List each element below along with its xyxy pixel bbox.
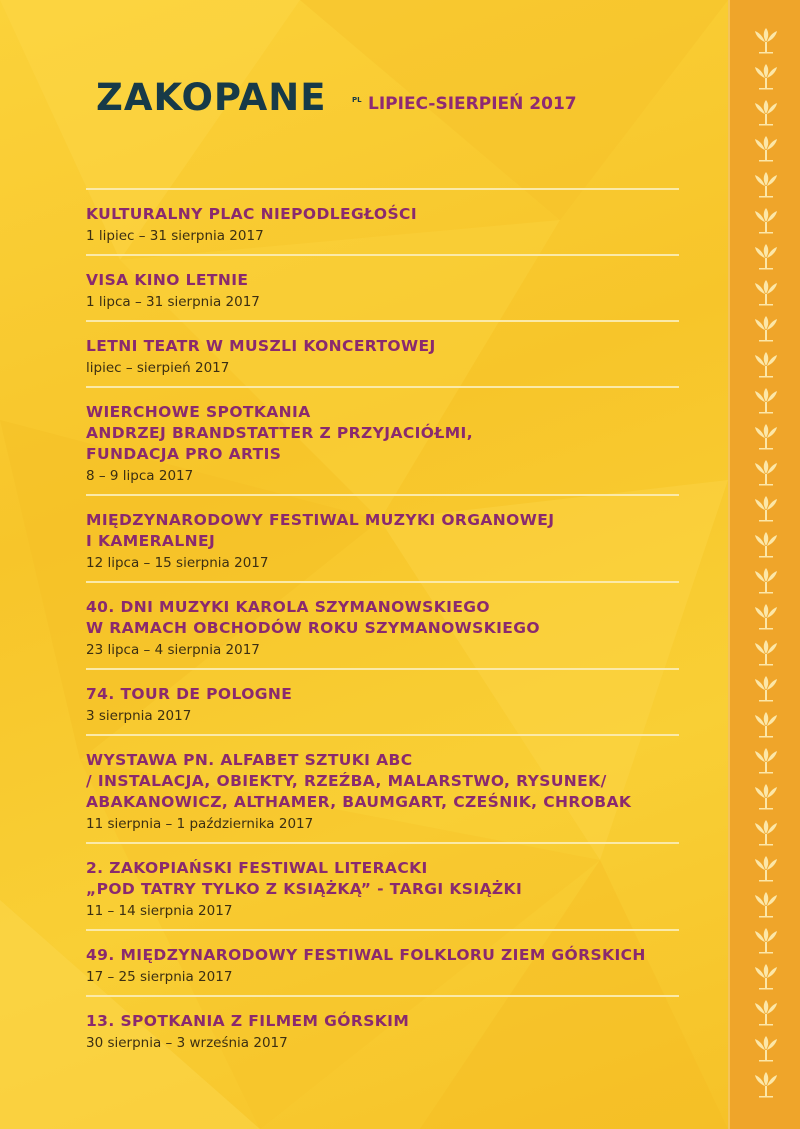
- tulip-ornament-icon: [755, 1072, 777, 1098]
- tulip-ornament-icon: [755, 964, 777, 990]
- event-title: LETNI TEATR W MUSZLI KONCERTOWEJ: [86, 337, 436, 355]
- event-date: 23 lipca – 4 sierpnia 2017: [86, 642, 260, 658]
- event-date: 11 – 14 sierpnia 2017: [86, 903, 233, 919]
- event-date: 1 lipiec – 31 sierpnia 2017: [86, 228, 264, 244]
- event-item: [86, 256, 679, 320]
- tulip-ornament-icon: [755, 640, 777, 666]
- event-item: [86, 388, 679, 494]
- event-date: 8 – 9 lipca 2017: [86, 468, 194, 484]
- event-item: [86, 670, 679, 734]
- tulip-ornament-icon: [755, 928, 777, 954]
- zakopane-logo: [96, 78, 327, 118]
- tulip-ornament-icon: [755, 820, 777, 846]
- event-date: 12 lipca – 15 sierpnia 2017: [86, 555, 269, 571]
- tulip-ornament-icon: [755, 676, 777, 702]
- logo-text: ZAKOPANE: [96, 76, 327, 119]
- event-item: [86, 736, 679, 842]
- tulip-ornament-icon: [755, 568, 777, 594]
- event-title: 13. SPOTKANIA Z FILMEM GÓRSKIM: [86, 1012, 410, 1030]
- tulip-ornament-icon: [755, 712, 777, 738]
- event-title: WYSTAWA PN. ALFABET SZTUKI ABC / INSTALACJA, OBIEKTY, RZEŹBA, MALARSTWO, RYSUNEK/ ABAKANOWICZ, ALTHAMER, BAUMGART, CZEŚNIK, CHROBAK: [86, 751, 632, 811]
- event-date: 1 lipca – 31 sierpnia 2017: [86, 294, 260, 310]
- tulip-ornament-icon: [755, 352, 777, 378]
- tulip-ornament-icon: [755, 316, 777, 342]
- event-title: 2. ZAKOPIAŃSKI FESTIWAL LITERACKI „POD TATRY TYLKO Z KSIĄŻKĄ” - TARGI KSIĄŻKI: [86, 859, 523, 898]
- event-item: [86, 931, 679, 995]
- tulip-ornament-icon: [755, 1000, 777, 1026]
- tulip-ornament-icon: [755, 424, 777, 450]
- event-title: 74. TOUR DE POLOGNE: [86, 685, 293, 703]
- event-item: [86, 322, 679, 386]
- event-item: [86, 190, 679, 254]
- tulip-ornament-icon: [755, 136, 777, 162]
- event-date: 30 sierpnia – 3 września 2017: [86, 1035, 288, 1051]
- tulip-ornament-icon: [755, 496, 777, 522]
- tulip-ornament-icon: [755, 100, 777, 126]
- tulip-ornament-icon: [755, 64, 777, 90]
- tulip-ornament-icon: [755, 244, 777, 270]
- event-item: [86, 844, 679, 929]
- tulip-ornament-icon: [755, 280, 777, 306]
- period-title: LIPIEC-SIERPIEŃ 2017: [368, 94, 577, 114]
- event-title: MIĘDZYNARODOWY FESTIWAL MUZYKI ORGANOWEJ I KAMERALNEJ: [86, 511, 555, 550]
- tulip-ornament-icon: [755, 1036, 777, 1062]
- tulip-ornament-icon: [755, 748, 777, 774]
- event-title: KULTURALNY PLAC NIEPODLEGŁOŚCI: [86, 205, 417, 223]
- event-title: WIERCHOWE SPOTKANIA ANDRZEJ BRANDSTATTER Z PRZYJACIÓŁMI, FUNDACJA PRO ARTIS: [86, 403, 473, 463]
- event-title: 40. DNI MUZYKI KAROLA SZYMANOWSKIEGO W RAMACH OBCHODÓW ROKU SZYMANOWSKIEGO: [86, 598, 540, 637]
- logo-suffix: PL: [352, 96, 362, 104]
- tulip-ornament-icon: [755, 388, 777, 414]
- tulip-ornament-icon: [755, 28, 777, 54]
- event-title: 49. MIĘDZYNARODOWY FESTIWAL FOLKLORU ZIEM GÓRSKICH: [86, 946, 646, 964]
- tulip-ornament-icon: [755, 856, 777, 882]
- tulip-ornament-icon: [755, 172, 777, 198]
- event-item: [86, 496, 679, 581]
- event-date: lipiec – sierpień 2017: [86, 360, 230, 376]
- tulip-ornament-icon: [755, 532, 777, 558]
- tulip-ornament-icon: [755, 892, 777, 918]
- tulip-ornament-icon: [755, 208, 777, 234]
- event-date: 11 sierpnia – 1 października 2017: [86, 816, 314, 832]
- tulip-ornament-icon: [755, 604, 777, 630]
- event-list: [86, 188, 679, 1061]
- event-date: 3 sierpnia 2017: [86, 708, 192, 724]
- tulip-ornament-icon: [755, 460, 777, 486]
- tulip-ornament-column: [730, 0, 800, 1129]
- event-date: 17 – 25 sierpnia 2017: [86, 969, 233, 985]
- event-item: [86, 997, 679, 1061]
- event-title: VISA KINO LETNIE: [86, 271, 249, 289]
- event-item: [86, 583, 679, 668]
- tulip-ornament-icon: [755, 784, 777, 810]
- side-ornament-strip: [728, 0, 800, 1129]
